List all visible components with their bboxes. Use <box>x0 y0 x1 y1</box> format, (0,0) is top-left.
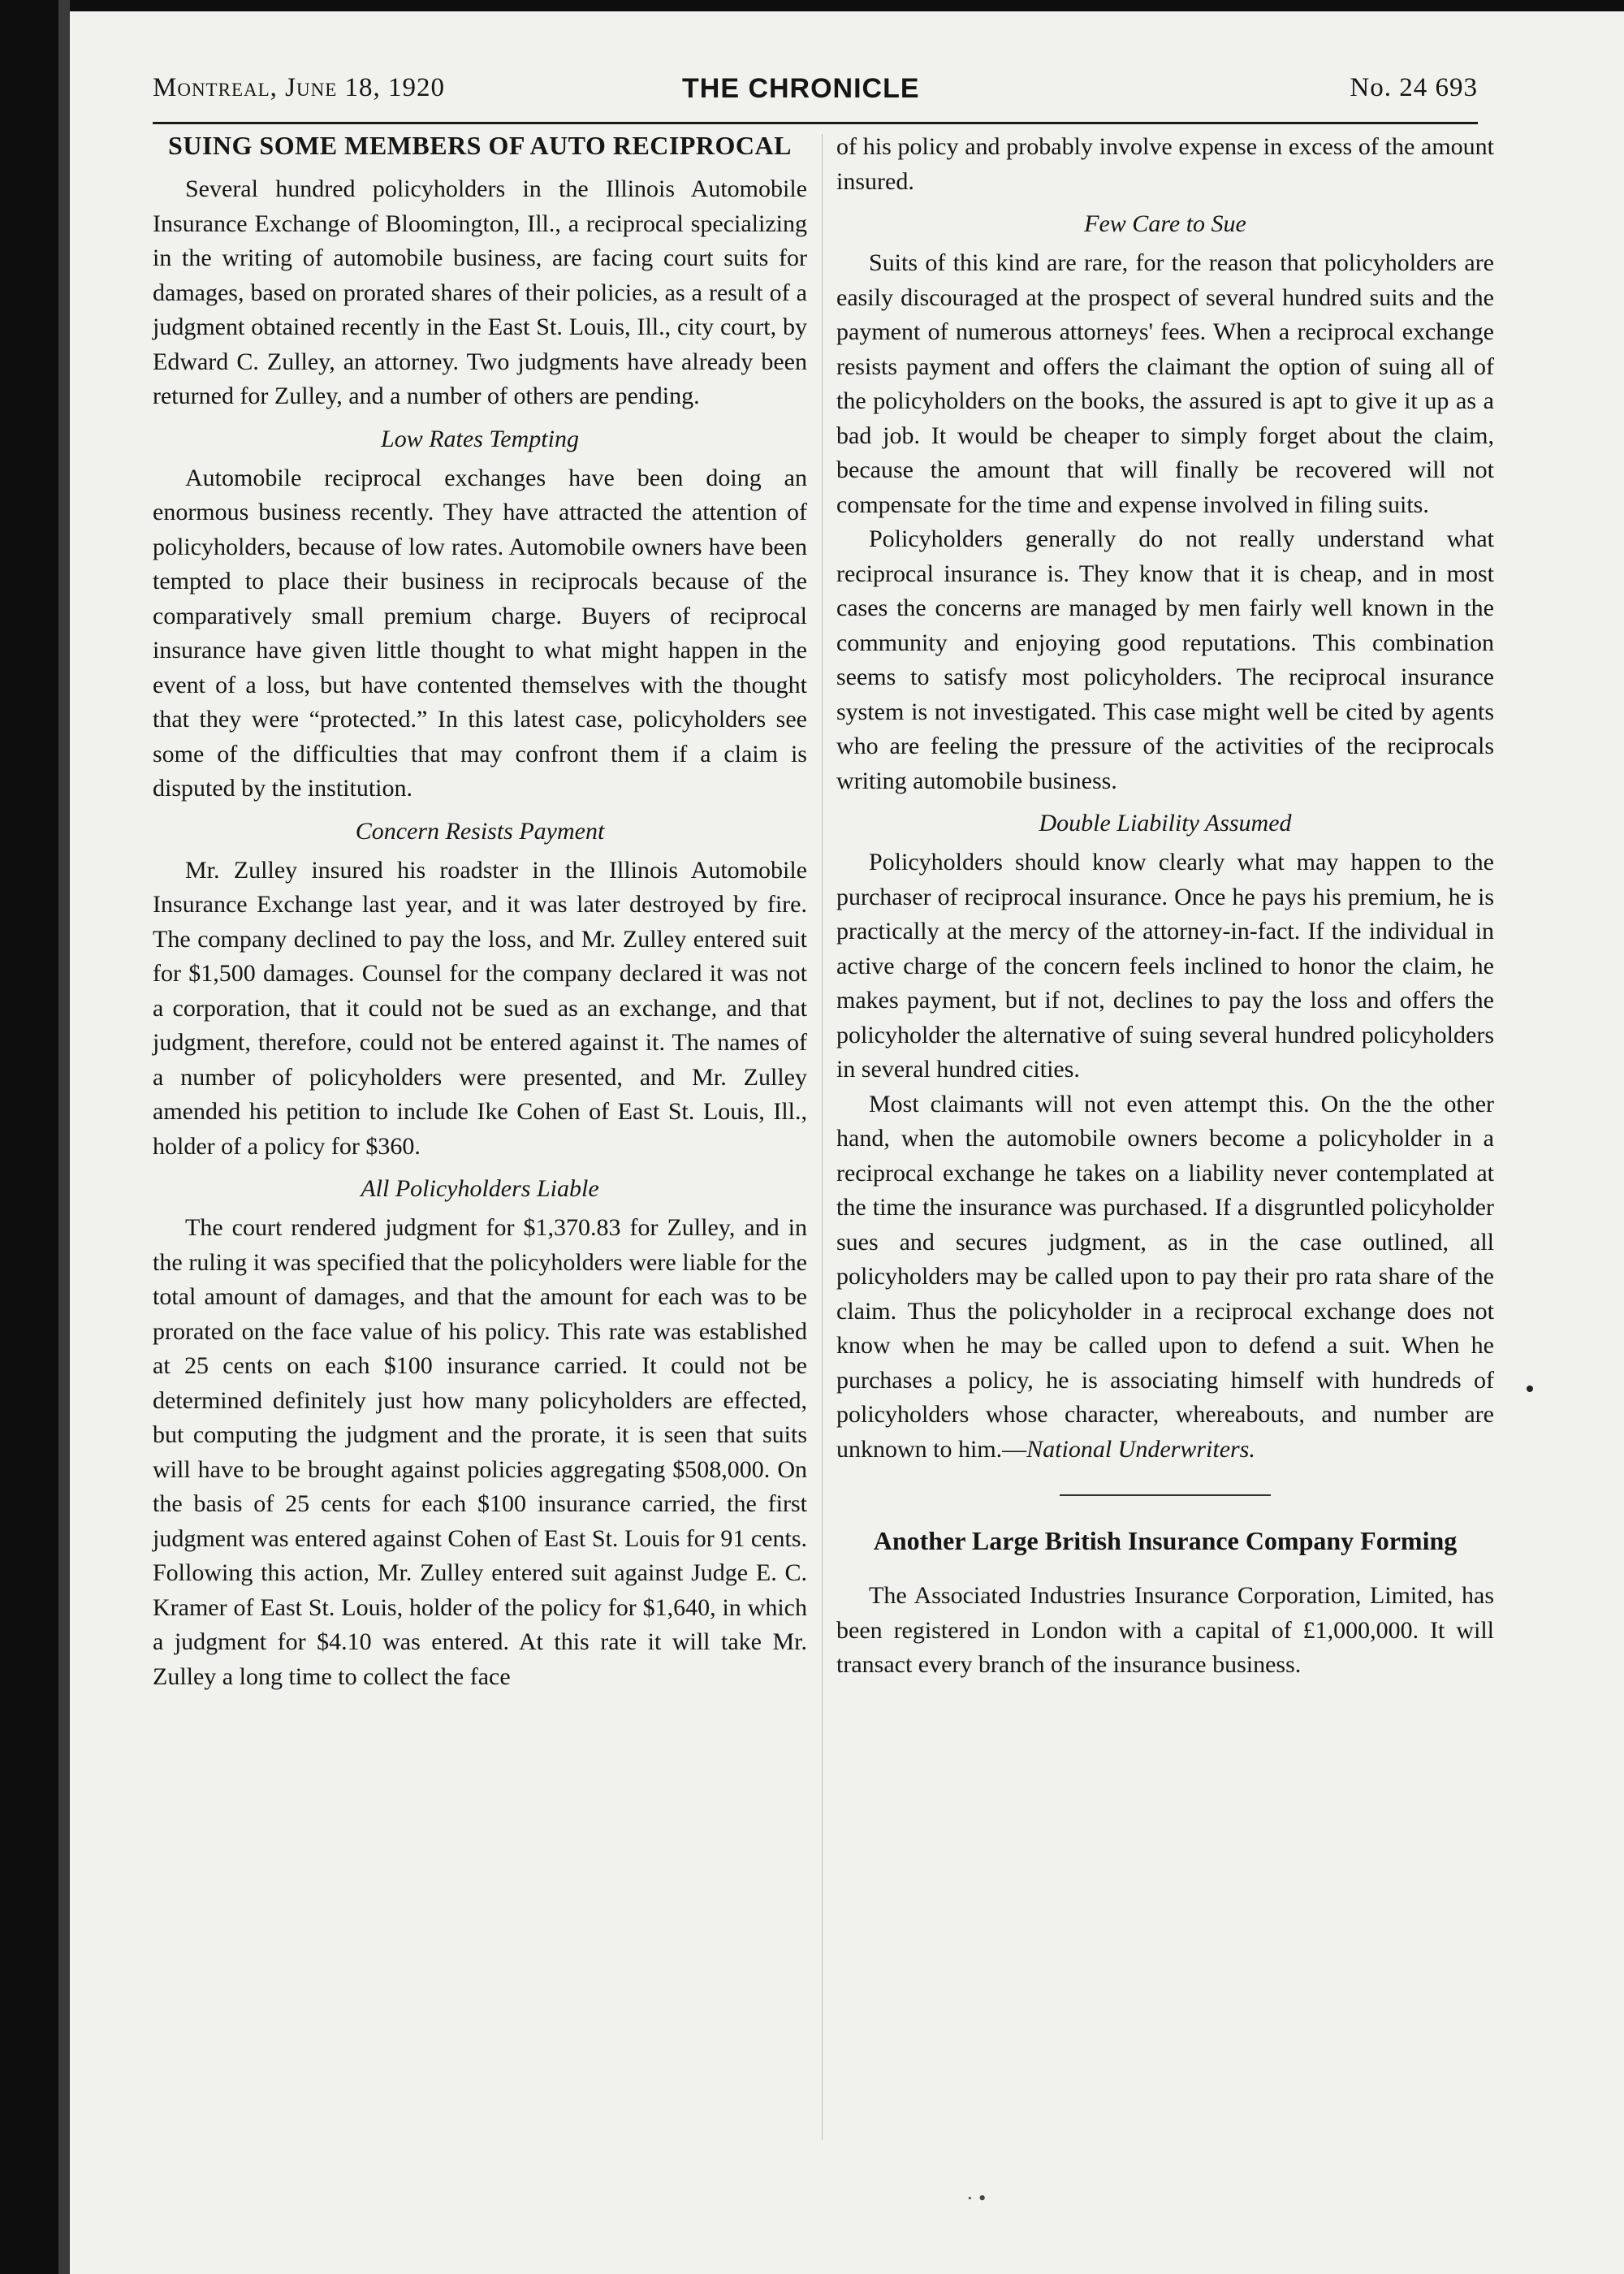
article-paragraph: Several hundred policyholders in the Illinois Automobile Insurance Exchange of Bloomington, Ill., a reciprocal specializing in the writing of automobile business, are facing court suits for damages, based on prorated shares of their policies, as a result of a judgment obtained recently in the East St. Louis, Ill., city court, by Edward C. Zulley, an attorney. Two judgments have already been returned for Zulley, and a number of others are pending. <box>153 175 807 409</box>
article-paragraph: Automobile reciprocal exchanges have been doing an enormous business recently. They have attracted the attention of policyholders, because of low rates. Automobile owners have been tempted to place their business in reciprocals because of the comparatively small premium charge. Buyers of reciprocal insurance have given little thought to what might happen in the event of a loss, but have contented themselves with the thought that they were “protected.” In this latest case, policyholders see some of the difficulties that may confront them if a claim is disputed by the institution. <box>153 464 807 802</box>
header-rule <box>153 122 1478 124</box>
article-paragraph: Mr. Zulley insured his roadster in the Illinois Automobile Insurance Exchange last year, and it was later destroyed by fire. The company declined to pay the loss, and Mr. Zulley entered suit for $1,500 damages. Counsel for the company declared it was not a corporation, that it could not be sued as an exchange, and that judgment, therefore, could not be entered against it. The names of a number of policyholders were presented, and Mr. Zulley amended his petition to include Ike Cohen of East St. Louis, Ill., holder of a policy for $360. <box>153 856 807 1160</box>
article-paragraph-text: Most claimants will not even attempt this. On the the other hand, when the automobile owners become a policyholder in a reciprocal exchange he takes on a liability never contemplated at the time the insurance was purchased. If a disgruntled policyholder sues and secures judgment, as in the case outlined, all policyholders may be called upon to pay their pro rata share of the claim. Thus the policyholder in a reciprocal exchange does not know when he may be called upon to defend a suit. When he purchases a policy, he is associating himself with hundreds of policyholders whose character, whereabouts, and number are unknown to him.— <box>836 1090 1494 1463</box>
article-paragraph <box>836 1087 1494 1468</box>
running-header <box>153 73 1478 115</box>
second-article-title: Another Large British Insurance Company Forming <box>873 1526 1458 1555</box>
header-date-line: Montreal, June 18, 1920 <box>153 73 446 102</box>
article-subheading: Double Liability Assumed <box>1039 810 1292 837</box>
article-byline: National Underwriters. <box>1026 1435 1255 1463</box>
right-column <box>836 130 1494 1683</box>
article-title: SUING SOME MEMBERS OF AUTO RECIPROCAL <box>168 131 792 160</box>
scan-binding-edge <box>0 0 58 2274</box>
article-subheading: Low Rates Tempting <box>381 425 579 452</box>
article-paragraph-continued: of his policy and probably involve expense in excess of the amount insured. <box>836 133 1494 195</box>
article-subheading: All Policyholders Liable <box>361 1175 599 1202</box>
article-subheading: Concern Resists Payment <box>355 817 605 845</box>
print-speck <box>1527 1386 1533 1392</box>
article-subheading: Few Care to Sue <box>1084 210 1246 237</box>
article-paragraph: Suits of this kind are rare, for the reason that policyholders are easily discouraged at the prospect of several hundred suits and the payment of numerous attorneys' fees. When a reciprocal exchange resists payment and offers the claimant the option of suing all of the policyholders on the books, the assured is apt to give it up as a bad job. It would be cheaper to simply forget about the claim, because the amount that will finally be recovered will not compensate for the time and expense involved in filing suits. <box>836 249 1494 518</box>
article-paragraph: The court rendered judgment for $1,370.83 for Zulley, and in the ruling it was specified that the policyholders were liable for the total amount of damages, and that the amount for each was to be prorated on the face value of his policy. This rate was established at 25 cents on each $100 insurance carried. It could not be determined definitely just how many policyholders are effected, but computing the judgment and the prorate, it is seen that suits will have to be brought against policies aggregating $508,000. On the basis of 25 cents for each $100 insurance carried, the first judgment was entered against Cohen of East St. Louis for 91 cents. Following this action, Mr. Zulley entered suit against Judge E. C. Kramer of East St. Louis, holder of the policy for $1,640, in which a judgment for $4.10 was entered. At this rate it will take Mr. Zulley a long time to collect the face <box>153 1214 807 1690</box>
print-speck: · • <box>966 2186 987 2210</box>
article-paragraph: Policyholders generally do not really understand what reciprocal insurance is. They know that it is cheap, and in most cases the concerns are managed by men fairly well known in the community and enjoying good reputations. This combination seems to satisfy most policyholders. The reciprocal insurance system is not investigated. This case might well be cited by agents who are feeling the pressure of the activities of the reciprocals writing automobile business. <box>836 525 1494 794</box>
article-paragraph: The Associated Industries Insurance Corporation, Limited, has been registered in London with a capital of £1,000,000. It will transact every branch of the insurance business. <box>836 1582 1494 1678</box>
scan-binding-shadow <box>58 0 70 2274</box>
header-journal-title: THE CHRONICLE <box>682 73 920 104</box>
scan-top-edge <box>0 0 1624 11</box>
article-separator <box>1060 1494 1271 1496</box>
article-paragraph: Policyholders should know clearly what may happen to the purchaser of reciprocal insurance. Once he pays his premium, he is practically at the mercy of the attorney-in-fact. If the individual in active charge of the concern feels inclined to honor the claim, he makes payment, but if not, declines to pay the loss and offers the policyholder the alternative of suing several hundred policyholders in several hundred cities. <box>836 849 1494 1083</box>
header-issue-page: No. 24 693 <box>1350 73 1478 102</box>
left-column <box>153 130 807 1694</box>
column-divider <box>822 134 823 2140</box>
